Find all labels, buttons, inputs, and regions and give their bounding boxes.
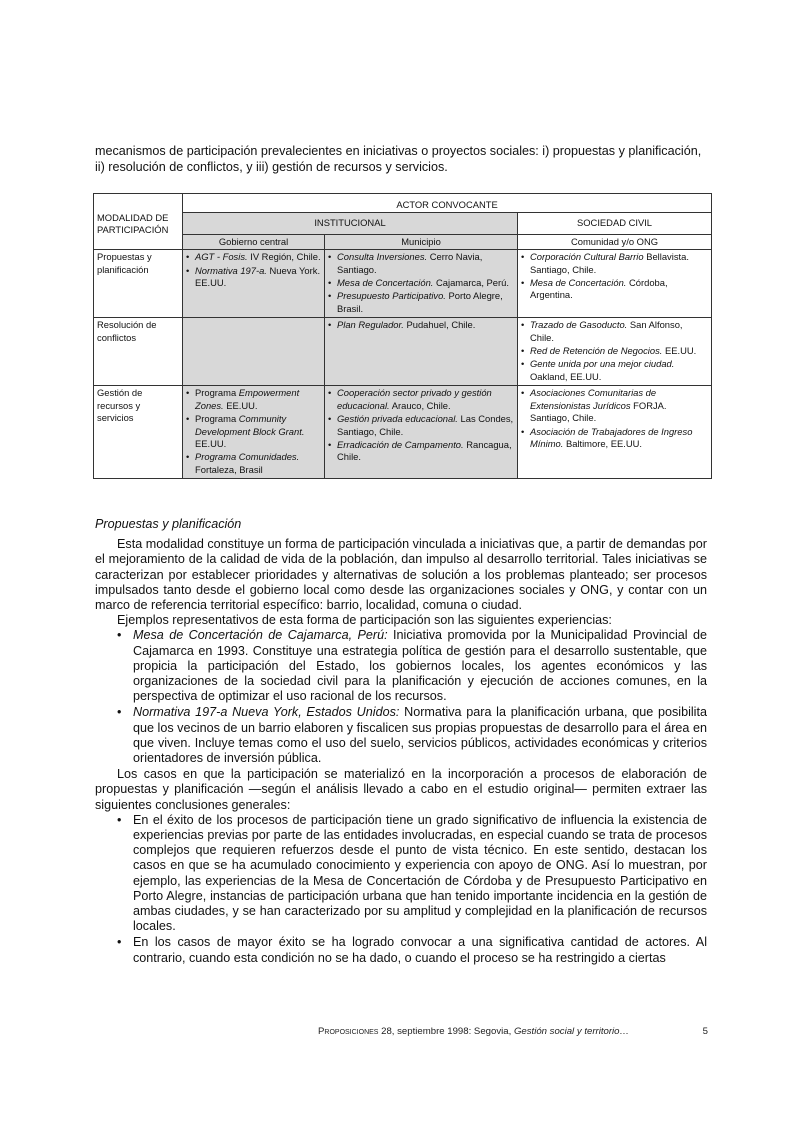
item-name: Community Development Block Grant. — [195, 413, 305, 437]
experiences-table — [93, 193, 712, 479]
page-footer — [318, 1026, 708, 1037]
example-text: Iniciativa promovida por la Municipalidad Provincial de Cajamarca en 1993. Constituye una estrategia política de gestión para el desarrollo sustentable, que propicia la participación del Estado, los gobiernos locales, los agentes económicos y las organizaciones de la sociedad civil para la planificación y ejecución de acciones comunes, en la perspectiva de optimizar el uso racional de los recursos. — [133, 628, 707, 704]
item-place: Córdoba, Argentina. — [530, 277, 668, 301]
item-name: Asociación de Trabajadores de Ingreso Mínimo. — [530, 425, 693, 449]
cell-item — [521, 426, 708, 451]
example-lead: Normativa 197-a Nueva York, Estados Unidos: — [133, 705, 400, 720]
conclusions-list — [95, 813, 707, 966]
cell-list — [521, 251, 708, 302]
cell-list — [328, 387, 514, 463]
conclusion-item: • En los casos de mayor éxito se ha logrado convocar a una significativa cantidad de actores. Al contrario, cuando esta condición no se ha dado, o cuando el proceso se ha restringido a ciertas — [133, 935, 707, 965]
item-place: Oakland, EE.UU. — [530, 370, 602, 382]
cell-list — [521, 319, 708, 383]
example-text: Normativa para la planificación urbana, que posibilita que los vecinos de un barrio elaboren y fiscalicen sus propias propuestas de desarrollo para el área en que viven. Incluye temas como el uso del suelo, servicios públicos, actividades económicas y criterios orientadores de inversión pública. — [133, 705, 707, 765]
item-name: Empowerment Zones. — [195, 387, 300, 411]
municipio-cell — [325, 318, 518, 386]
row-label: Resolución de conflictos — [94, 318, 183, 386]
item-name: Consulta Inversiones. — [337, 251, 428, 263]
item-place: Cerro Navia, Santiago. — [337, 251, 483, 275]
comunidad-cell — [518, 386, 712, 479]
cell-item — [186, 251, 321, 263]
municipio-cell — [325, 386, 518, 479]
cell-item — [328, 251, 514, 276]
cell-item — [521, 319, 708, 344]
cell-item — [186, 387, 321, 412]
cell-item — [521, 251, 708, 276]
item-name: Red de Retención de Negocios. — [530, 345, 663, 357]
table-row — [94, 250, 712, 318]
item-name: Normativa 197-a. — [195, 264, 267, 276]
item-name: Erradicación de Campamento. — [337, 438, 464, 450]
example-lead: Mesa de Concertación de Cajamarca, Perú: — [133, 628, 388, 643]
item-place: Arauco, Chile. — [389, 399, 451, 411]
cell-list — [186, 387, 321, 476]
item-place: Baltimore, EE.UU. — [563, 437, 643, 449]
item-place: Bellavista. Santiago, Chile. — [530, 251, 689, 275]
item-name: Mesa de Concertación. — [337, 277, 434, 289]
examples-list — [95, 628, 707, 766]
item-name: Trazado de Gasoducto. — [530, 319, 628, 331]
journal-name: Proposiciones — [318, 1026, 379, 1037]
comunidad-cell — [518, 250, 712, 318]
cell-list — [186, 251, 321, 289]
cell-item — [328, 319, 514, 331]
gobierno-cell — [183, 318, 325, 386]
example-item — [133, 628, 707, 704]
actor-header: ACTOR CONVOCANTE — [183, 194, 712, 213]
item-name: Gente unida por una mejor ciudad. — [530, 358, 675, 370]
institucional-header: INSTITUCIONAL — [183, 213, 518, 234]
paragraph: Esta modalidad constituye un forma de participación vinculada a iniciativas que, a partir de demandas por el mejoramiento de la calidad de vida de la población, dan impulso al desarrollo territorial. Tales iniciativas se caracterizan por establecer prioridades y alternativas de solución a los problemas planteado; ser procesos impulsados tanto desde el gobierno local como desde las organizaciones sociales y ONG, y contar con un marco de referencia territorial específico: barrio, localidad, comuna o ciudad. — [95, 537, 707, 612]
item-name: Programa Comunidades. — [195, 451, 300, 463]
municipio-cell — [325, 250, 518, 318]
example-item — [133, 705, 707, 766]
cell-item — [521, 277, 708, 302]
item-place: Cajamarca, Perú. — [433, 277, 509, 289]
item-place: Rancagua, Chile. — [337, 438, 512, 463]
row-label: Gestión de recursos y servicios — [94, 386, 183, 479]
item-place: IV Región, Chile. — [247, 251, 321, 263]
item-prefix: Programa — [195, 387, 239, 399]
item-place: FORJA. Santiago, Chile. — [530, 399, 667, 424]
item-name: Corporación Cultural Barrio — [530, 251, 644, 263]
section-body — [95, 537, 707, 966]
section-title: Propuestas y planificación — [95, 517, 242, 532]
corner-header: MODALIDAD DE PARTICIPACIÓN — [94, 194, 183, 250]
sociedad-civil-header: SOCIEDAD CIVIL — [518, 213, 712, 234]
item-name: Cooperación sector privado y gestión educacional. — [337, 387, 492, 411]
gobierno-subheader: Gobierno central — [183, 234, 325, 249]
item-place: Nueva York. EE.UU. — [195, 264, 321, 289]
item-place: San Alfonso, Chile. — [530, 319, 683, 343]
article-title: Gestión social y territorio… — [513, 1026, 630, 1037]
comunidad-cell — [518, 318, 712, 386]
item-place: Porto Alegre, Brasil. — [337, 290, 503, 314]
cell-item — [328, 413, 514, 438]
table-row — [94, 386, 712, 479]
item-place: EE.UU. — [662, 345, 697, 357]
gobierno-cell — [183, 250, 325, 318]
paragraph: Ejemplos representativos de esta forma de participación son las siguientes experiencias: — [117, 613, 612, 628]
cell-item — [521, 387, 708, 424]
item-place: Las Condes, Santiago, Chile. — [337, 413, 514, 437]
paragraph: Los casos en que la participación se materializó en la incorporación a procesos de elaboración de propuestas y planificación —según el análisis llevado a cabo en el estudio original— permiten extraer las siguientes conclusiones generales: — [95, 767, 707, 812]
page-content — [95, 143, 707, 967]
cell-list — [328, 251, 514, 315]
cell-item — [186, 413, 321, 450]
gobierno-cell — [183, 386, 325, 479]
cell-item — [328, 277, 514, 289]
conclusion-item: • En el éxito de los procesos de participación tiene un grado significativo de influencia la existencia de experiencias previas por parte de las entidades involucradas, en especial cuando se trata de procesos complejos que requieren refuerzos desde el punto de vista técnico. En este sentido, destacan los casos en que se ha acumulado conocimiento y experiencia con apoyo de ONG. Así lo muestran, por ejemplo, las experiencias de la Mesa de Concertación de Córdoba y de Presupuesto Participativo en Porto Alegre, instancias de participación urbana que han tenido importante incidencia en la gestión de ambas ciudades, y se han caracterizado por su amplitud y complejidad en la planificación de recursos locales. — [133, 813, 707, 935]
cell-item — [186, 265, 321, 290]
municipio-subheader: Municipio — [325, 234, 518, 249]
item-name: Plan Regulador. — [337, 319, 404, 331]
cell-item — [328, 387, 514, 412]
item-name: AGT - Fosis. — [195, 251, 248, 263]
cell-list — [328, 319, 514, 331]
intro-paragraph: mecanismos de participación prevalecientes en iniciativas o proyectos sociales: i) propuestas y planificación, ii) resolución de conflictos, y iii) gestión de recursos y servicios. — [95, 144, 702, 174]
issue-info: 28, septiembre 1998: Segovia, — [378, 1026, 514, 1037]
item-place: EE.UU. — [223, 399, 258, 411]
cell-item — [328, 439, 514, 464]
page-number: 5 — [702, 1026, 708, 1037]
item-prefix: Programa — [195, 413, 239, 425]
cell-item — [521, 345, 708, 357]
cell-item — [186, 451, 321, 476]
item-place: Pudahuel, Chile. — [403, 319, 476, 331]
item-place: EE.UU. — [195, 437, 227, 449]
item-name: Asociaciones Comunitarias de Extensionistas Jurídicos — [530, 387, 657, 411]
item-place: Fortaleza, Brasil — [195, 463, 263, 475]
item-name: Mesa de Concertación. — [530, 277, 627, 289]
item-name: Gestión privada educacional. — [337, 413, 458, 425]
row-label: Propuestas y planificación — [94, 250, 183, 318]
cell-item — [328, 290, 514, 315]
cell-item — [521, 358, 708, 383]
comunidad-subheader: Comunidad y/o ONG — [518, 234, 712, 249]
table-row — [94, 318, 712, 386]
item-name: Presupuesto Participativo. — [337, 290, 446, 302]
cell-list — [521, 387, 708, 450]
